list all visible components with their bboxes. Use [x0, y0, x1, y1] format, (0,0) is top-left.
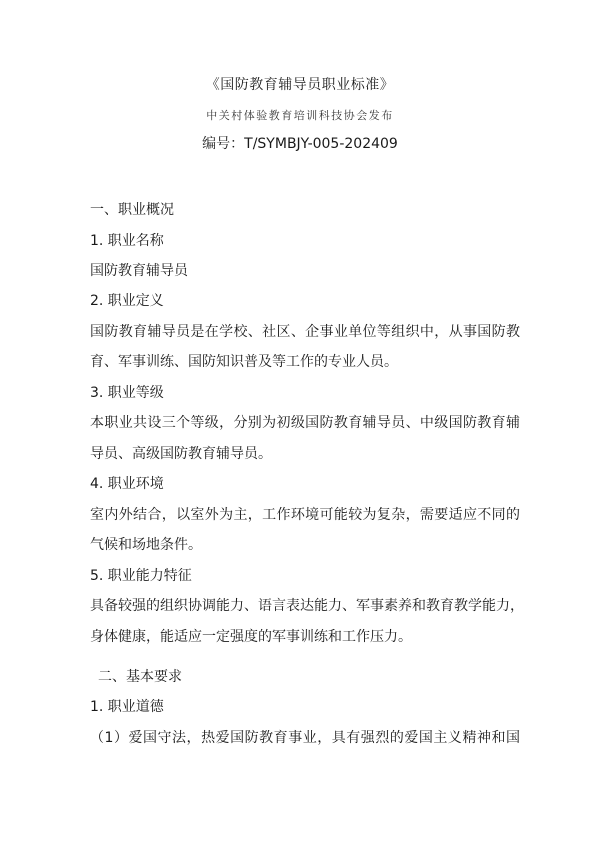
req-text-professional-ethics-line-1: （1）爱国守法，热爱国防教育事业，具有强烈的爱国主义精神和国 — [90, 730, 520, 746]
item-text-job-definition-line-2: 育、军事训练、国防知识普及等工作的专业人员。 — [90, 354, 398, 370]
item-heading-job-name: 1. 职业名称 — [90, 233, 164, 249]
req-heading-professional-ethics: 1. 职业道德 — [90, 699, 164, 715]
item-text-ability-traits-line-1: 具备较强的组织协调能力、语言表达能力、军事素养和教育教学能力， — [90, 598, 524, 614]
publisher-line: 中关村体验教育培训科技协会发布 — [206, 109, 394, 122]
item-text-job-levels-line-1: 本职业共设三个等级，分别为初级国防教育辅导员、中级国防教育辅 — [90, 415, 520, 431]
document-title: 《国防教育辅导员职业标准》 — [205, 77, 395, 93]
section-heading-overview: 一、职业概况 — [90, 202, 174, 218]
section-heading-basic-requirements: 二、基本要求 — [98, 669, 182, 685]
item-text-job-levels-line-2: 导员、高级国防教育辅导员。 — [90, 446, 272, 462]
item-heading-job-definition: 2. 职业定义 — [90, 293, 164, 309]
item-text-ability-traits-line-2: 身体健康，能适应一定强度的军事训练和工作压力。 — [90, 629, 412, 645]
item-heading-ability-traits: 5. 职业能力特征 — [90, 568, 192, 584]
item-text-job-name: 国防教育辅导员 — [90, 263, 188, 279]
item-heading-job-levels: 3. 职业等级 — [90, 385, 164, 401]
item-text-job-definition-line-1: 国防教育辅导员是在学校、社区、企事业单位等组织中，从事国防教 — [90, 324, 520, 340]
document-code: 编号：T/SYMBJY-005-202409 — [202, 136, 398, 152]
item-text-job-environment-line-2: 气候和场地条件。 — [90, 537, 202, 553]
item-heading-job-environment: 4. 职业环境 — [90, 476, 164, 492]
item-text-job-environment-line-1: 室内外结合，以室外为主，工作环境可能较为复杂，需要适应不同的 — [90, 507, 520, 523]
